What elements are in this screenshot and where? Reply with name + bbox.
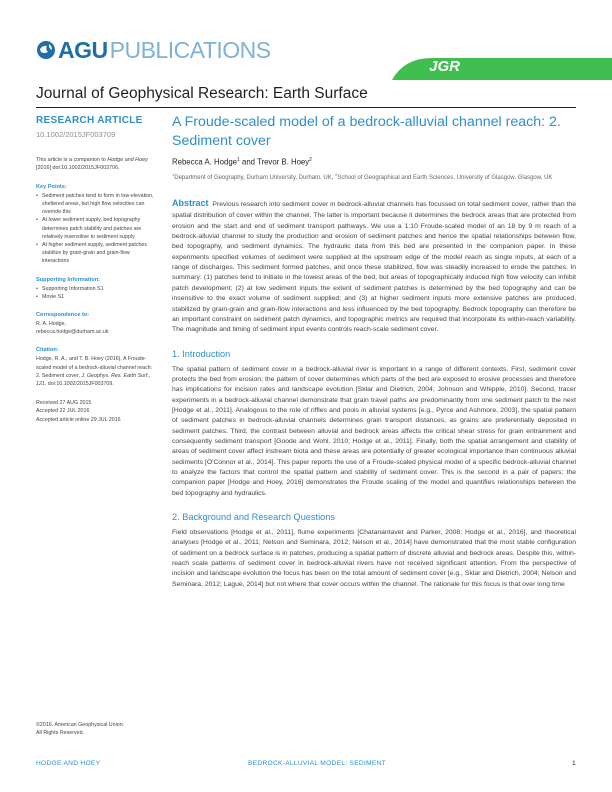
article-title: A Froude-scaled model of a bedrock-alluvial channel reach: 2. Sediment cover	[172, 114, 561, 149]
affiliations: $^1$Department of Geography, Durham University, Durham, UK, $^2$School of Geographical and Earth Sciences, University of Glasgow, Glasgow, UK	[172, 172, 553, 182]
agu-logo	[36, 36, 271, 64]
key-points-heading: Key Points:	[36, 183, 67, 190]
jgr-label: JGR	[429, 58, 460, 75]
supporting-movie-link[interactable]: • Movie S1	[36, 293, 154, 301]
article-dates	[36, 399, 154, 424]
list-item: • At lower sediment supply, bed topography determines patch stability and patches are relatively insensitive to sediment supply	[36, 216, 154, 241]
section-background-heading: 2. Background and Research Questions	[172, 512, 335, 523]
journal-title: Journal of Geophysical Research: Earth Surface	[36, 85, 368, 102]
abstract-text: Previous research into sediment cover in bedrock-alluvial channels has focussed on total sediment cover, rather than the spatial distribution of cover within the channel. The latter is important because it determines the bedrock areas that are protected from erosion and the start and end of sediment transport pathways. We use a 1:10 Froude-scaled model of an 18 by 9 m reach of a bedrock-alluvial channel to study the production and erosion of sediment patches and hence the spatial relationships between flow, bed topography, and sediment dynamics. The hydraulic data from this bed are presented in the companion paper. In these experiments specified volumes of sediment were supplied at the upstream edge of the model reach as single inputs, at each of a range of discharges. This sediment formed patches, and once these stabilized, flow was steadily increased to erode the patches. In summary: (1) patches tend to initiate in the lowest areas of the bed, but areas of topographically induced high flow velocity can inhibit patch development; (2) at low sediment inputs the extent of sediment patches is determined by the bed topography and can be insensitive to the exact volume of sediment supplied; and (3) at higher sediment inputs more extensive patches are produced, stabilized by grain-grain and grain-flow interactions and less influenced by the bed topography. Bedrock topography can therefore be an important constraint on sediment patch dynamics, and topographic metrics are required that incorporate its within-reach variability. The magnitude and timing of sediment input events controls reach-scale sediment cover.	[172, 201, 576, 334]
correspondence-name: R. A. Hodge,	[36, 320, 67, 327]
jgr-banner	[392, 56, 612, 80]
doi[interactable]: 10.1002/2015JF003709	[36, 130, 116, 139]
agu-globe-icon	[36, 40, 56, 60]
companion-note: This article is a companion to Hodge and Hoey [2016] doi:10.1002/2015JF003706.	[36, 157, 148, 172]
companion-link[interactable]: Hodge and Hoey	[107, 157, 148, 163]
citation-text: Hodge, R. A., and T. B. Hoey (2016), A Froude-scaled model of a bedrock-alluvial channel reach: 2. Sediment cover, J. Geophys. Res. Earth Surf., 121, doi:10.1002/2015JF003709.	[36, 356, 153, 387]
correspondence-email[interactable]: rebecca.hodge@durham.ac.uk	[36, 329, 109, 336]
authors: Rebecca A. Hodge$^1$ and Trevor B. Hoey$^2$	[172, 157, 312, 168]
footer-running-title: BEDROCK-ALLUVIAL MODEL: SEDIMENT	[248, 760, 386, 767]
background-paragraph: Field observations [Hodge et al., 2011], flume experiments [Chatanantavet and Parker, 2008; Hodge et al., 2016], and theoretical analyses [Hodge et al., 2011; Nelson and Seminara, 2012; Nelson et al., 2014] have demonstrated that the most stable configuration of sediment on a bedrock surface is in patches, producing a spatial pattern of discrete alluvial and bedrock areas. Despite this, within-reach scale patterns of sediment cover in bedrock-alluvial rivers have not received significant attention. From the perspective of incision and landscape evolution the focus has been on the total amount of sediment cover [e.g., Sklar and Dietrich, 2004; Nelson and Seminara, 2012; Lague, 2014] but not where that cover occurs within the channel. The rationale for this focus is that over long time	[172, 529, 576, 588]
copyright: ©2016. American Geophysical Union. All Rights Reserved.	[36, 722, 125, 737]
footer-authors: HODGE AND HOEY	[36, 760, 101, 767]
logo-publications-text: PUBLICATIONS	[109, 36, 271, 63]
header-divider	[36, 107, 576, 108]
author-2[interactable]: Trevor B. Hoey	[257, 158, 310, 168]
logo-agu-text: AGU	[58, 36, 108, 63]
sidebar	[36, 115, 154, 424]
supporting-info-list	[36, 285, 154, 301]
section-introduction-heading: 1. Introduction	[172, 348, 231, 359]
online-date: Accepted article online 29 JUL 2016	[36, 416, 121, 423]
abstract-label: Abstract	[172, 198, 209, 209]
supporting-info-link[interactable]: • Supporting Information S1	[36, 285, 154, 293]
supporting-info-heading: Supporting Information:	[36, 276, 101, 283]
key-points-list	[36, 192, 154, 266]
list-item: • Sediment patches tend to form in low-elevation, sheltered areas, but high flow velocities can override this	[36, 192, 154, 217]
abstract	[172, 197, 576, 335]
page-number: 1	[572, 760, 576, 767]
received-date: Received 27 AUG 2015	[36, 400, 92, 407]
accepted-date: Accepted 22 JUL 2016	[36, 408, 90, 415]
article-type-label: RESEARCH ARTICLE	[36, 115, 143, 126]
list-item: • At higher sediment supply, sediment patches stabilize by grain-grain and grain-flow interactions	[36, 241, 154, 266]
introduction-paragraph: The spatial pattern of sediment cover in a bedrock-alluvial river is important in a range of different contexts. First, sediment cover protects the bed from erosion; the pattern of cover determines which parts of the bed are exposed to erosive processes and therefore has implications for incision rates and landscape evolution [Sklar and Dietrich, 2004; Johnson and Whipple, 2010]. Second, tracer experiments in a bedrock-alluvial channel demonstrate that grain travel paths are predominantly from one sediment patch to the next [Hodge et al., 2011]. Analogous to the role of riffles and pools in alluvial systems [e.g., Pyrce and Ashmore, 2003], the spatial pattern of sediment patches in bedrock-alluvial channels determines grain transport distances, as grains are preferentially deposited in sediment patches. Third, the contrast between alluvial and bedrock areas affects the critical shear stress for grain entrainment and consequently sediment transport [Goode and Wohl, 2010; Hodge et al., 2011]. Finally, both the spatial arrangement and stability of areas of sediment cover affect instream biota and these areas are potentially of greater ecological importance than continuous alluvial sediments [O'Connor et al., 2014]. This paper reports the use of a Froude-scaled physical model of a specific bedrock-alluvial channel to analyze the factors that control the spatial pattern and stability of sediment cover. This is the second in a pair of papers; the companion paper [Hodge and Hoey, 2016] demonstrates the Froude scaling of the model and quantifies relationships between the bed topography and hydraulics.	[172, 365, 576, 497]
citation-heading: Citation:	[36, 347, 59, 354]
main-column	[172, 113, 576, 590]
author-1[interactable]: Rebecca A. Hodge	[172, 158, 238, 168]
correspondence-heading: Correspondence to:	[36, 311, 90, 318]
